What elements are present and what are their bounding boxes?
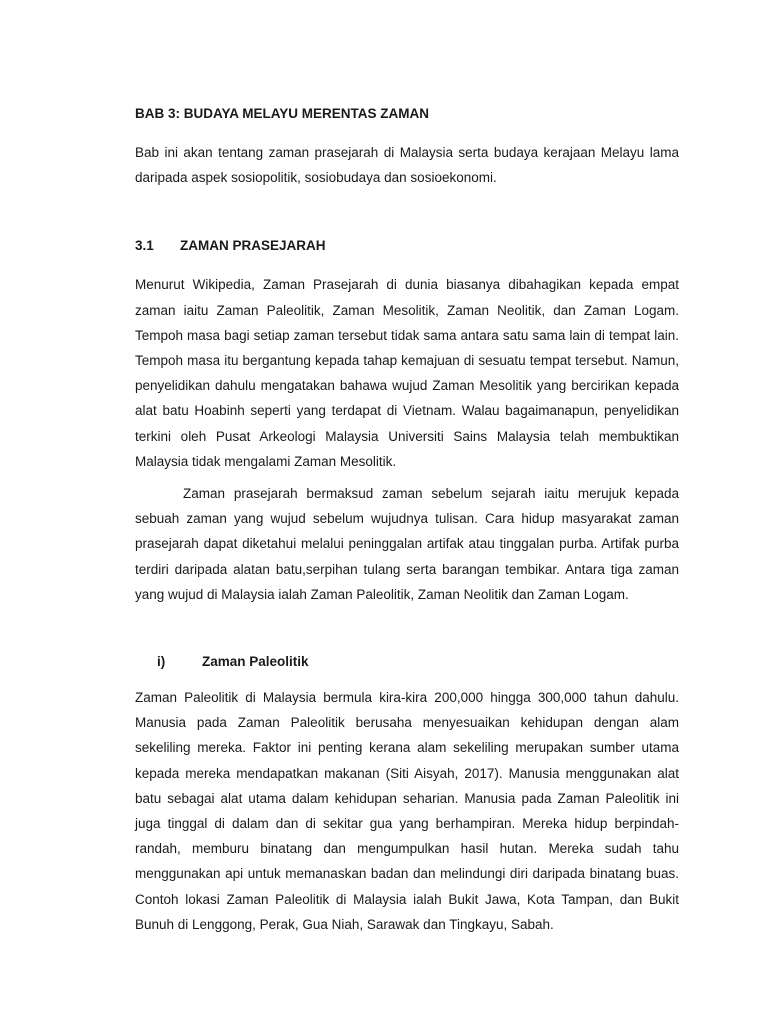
subsection-heading [135,652,679,672]
section-number: 3.1 [135,238,154,254]
chapter-title: BAB 3: BUDAYA MELAYU MERENTAS ZAMAN [135,106,430,121]
document-body [135,104,679,937]
subsection-paragraph: Zaman Paleolitik di Malaysia bermula kira-kira 200,000 hingga 300,000 tahun dahulu. Manusia pada Zaman Paleolitik berusaha menyesuaikan kehidupan dengan alam sekeliling mereka. Faktor ini penting kerana alam sekeliling merupakan sumber utama kepada mereka mendapatkan makanan (Siti Aisyah, 2017). Manusia menggunakan alat batu sebagai alat utama dalam kehidupan seharian. Manusia pada Zaman Paleolitik ini juga tinggal di dalam dan di sekitar gua yang berhampiran. Mereka hidup berpindah-randah, memburu binatang dan mengumpulkan hasil hutan. Mereka sudah tahu menggunakan api untuk memanaskan badan dan melindungi diri daripada binatang buas. Contoh lokasi Zaman Paleolitik di Malaysia ialah Bukit Jawa, Kota Tampan, dan Bukit Bunuh di Lenggong, Perak, Gua Niah, Sarawak dan Tingkayu, Sabah. [135,690,679,932]
section-paragraph-2: Zaman prasejarah bermaksud zaman sebelum sejarah iaitu merujuk kepada sebuah zaman yang wujud sebelum wujudnya tulisan. Cara hidup masyarakat zaman prasejarah dapat diketahui melalui peninggalan artifak atau tinggalan purba. Artifak purba terdiri daripada alatan batu,serpihan tulang serta barangan tembikar. Antara tiga zaman yang wujud di Malaysia ialah Zaman Paleolitik, Zaman Neolitik dan Zaman Logam. [135,486,679,602]
section-paragraph-1: Menurut Wikipedia, Zaman Prasejarah di dunia biasanya dibahagikan kepada empat zaman iaitu Zaman Paleolitik, Zaman Mesolitik, Zaman Neolitik, dan Zaman Logam. Tempoh masa bagi setiap zaman tersebut tidak sama antara satu sama lain di tempat lain. Tempoh masa itu bergantung kepada tahap kemajuan di sesuatu tempat tersebut. Namun, penyelidikan dahulu mengatakan bahawa wujud Zaman Mesolitik yang bercirikan kepada alat batu Hoabinh seperti yang terdapat di Vietnam. Walau bagaimanapun, penyelidikan terkini oleh Pusat Arkeologi Malaysia Universiti Sains Malaysia telah membuktikan Malaysia tidak mengalami Zaman Mesolitik. [135,277,679,469]
chapter-intro: Bab ini akan tentang zaman prasejarah di Malaysia serta budaya kerajaan Melayu lama daripada aspek sosiopolitik, sosiobudaya dan sosioekonomi. [135,145,679,186]
subsection-title: Zaman Paleolitik [202,654,309,670]
subsection-number: i) [157,654,166,670]
section-heading [135,236,679,256]
section-title: ZAMAN PRASEJARAH [180,238,326,254]
